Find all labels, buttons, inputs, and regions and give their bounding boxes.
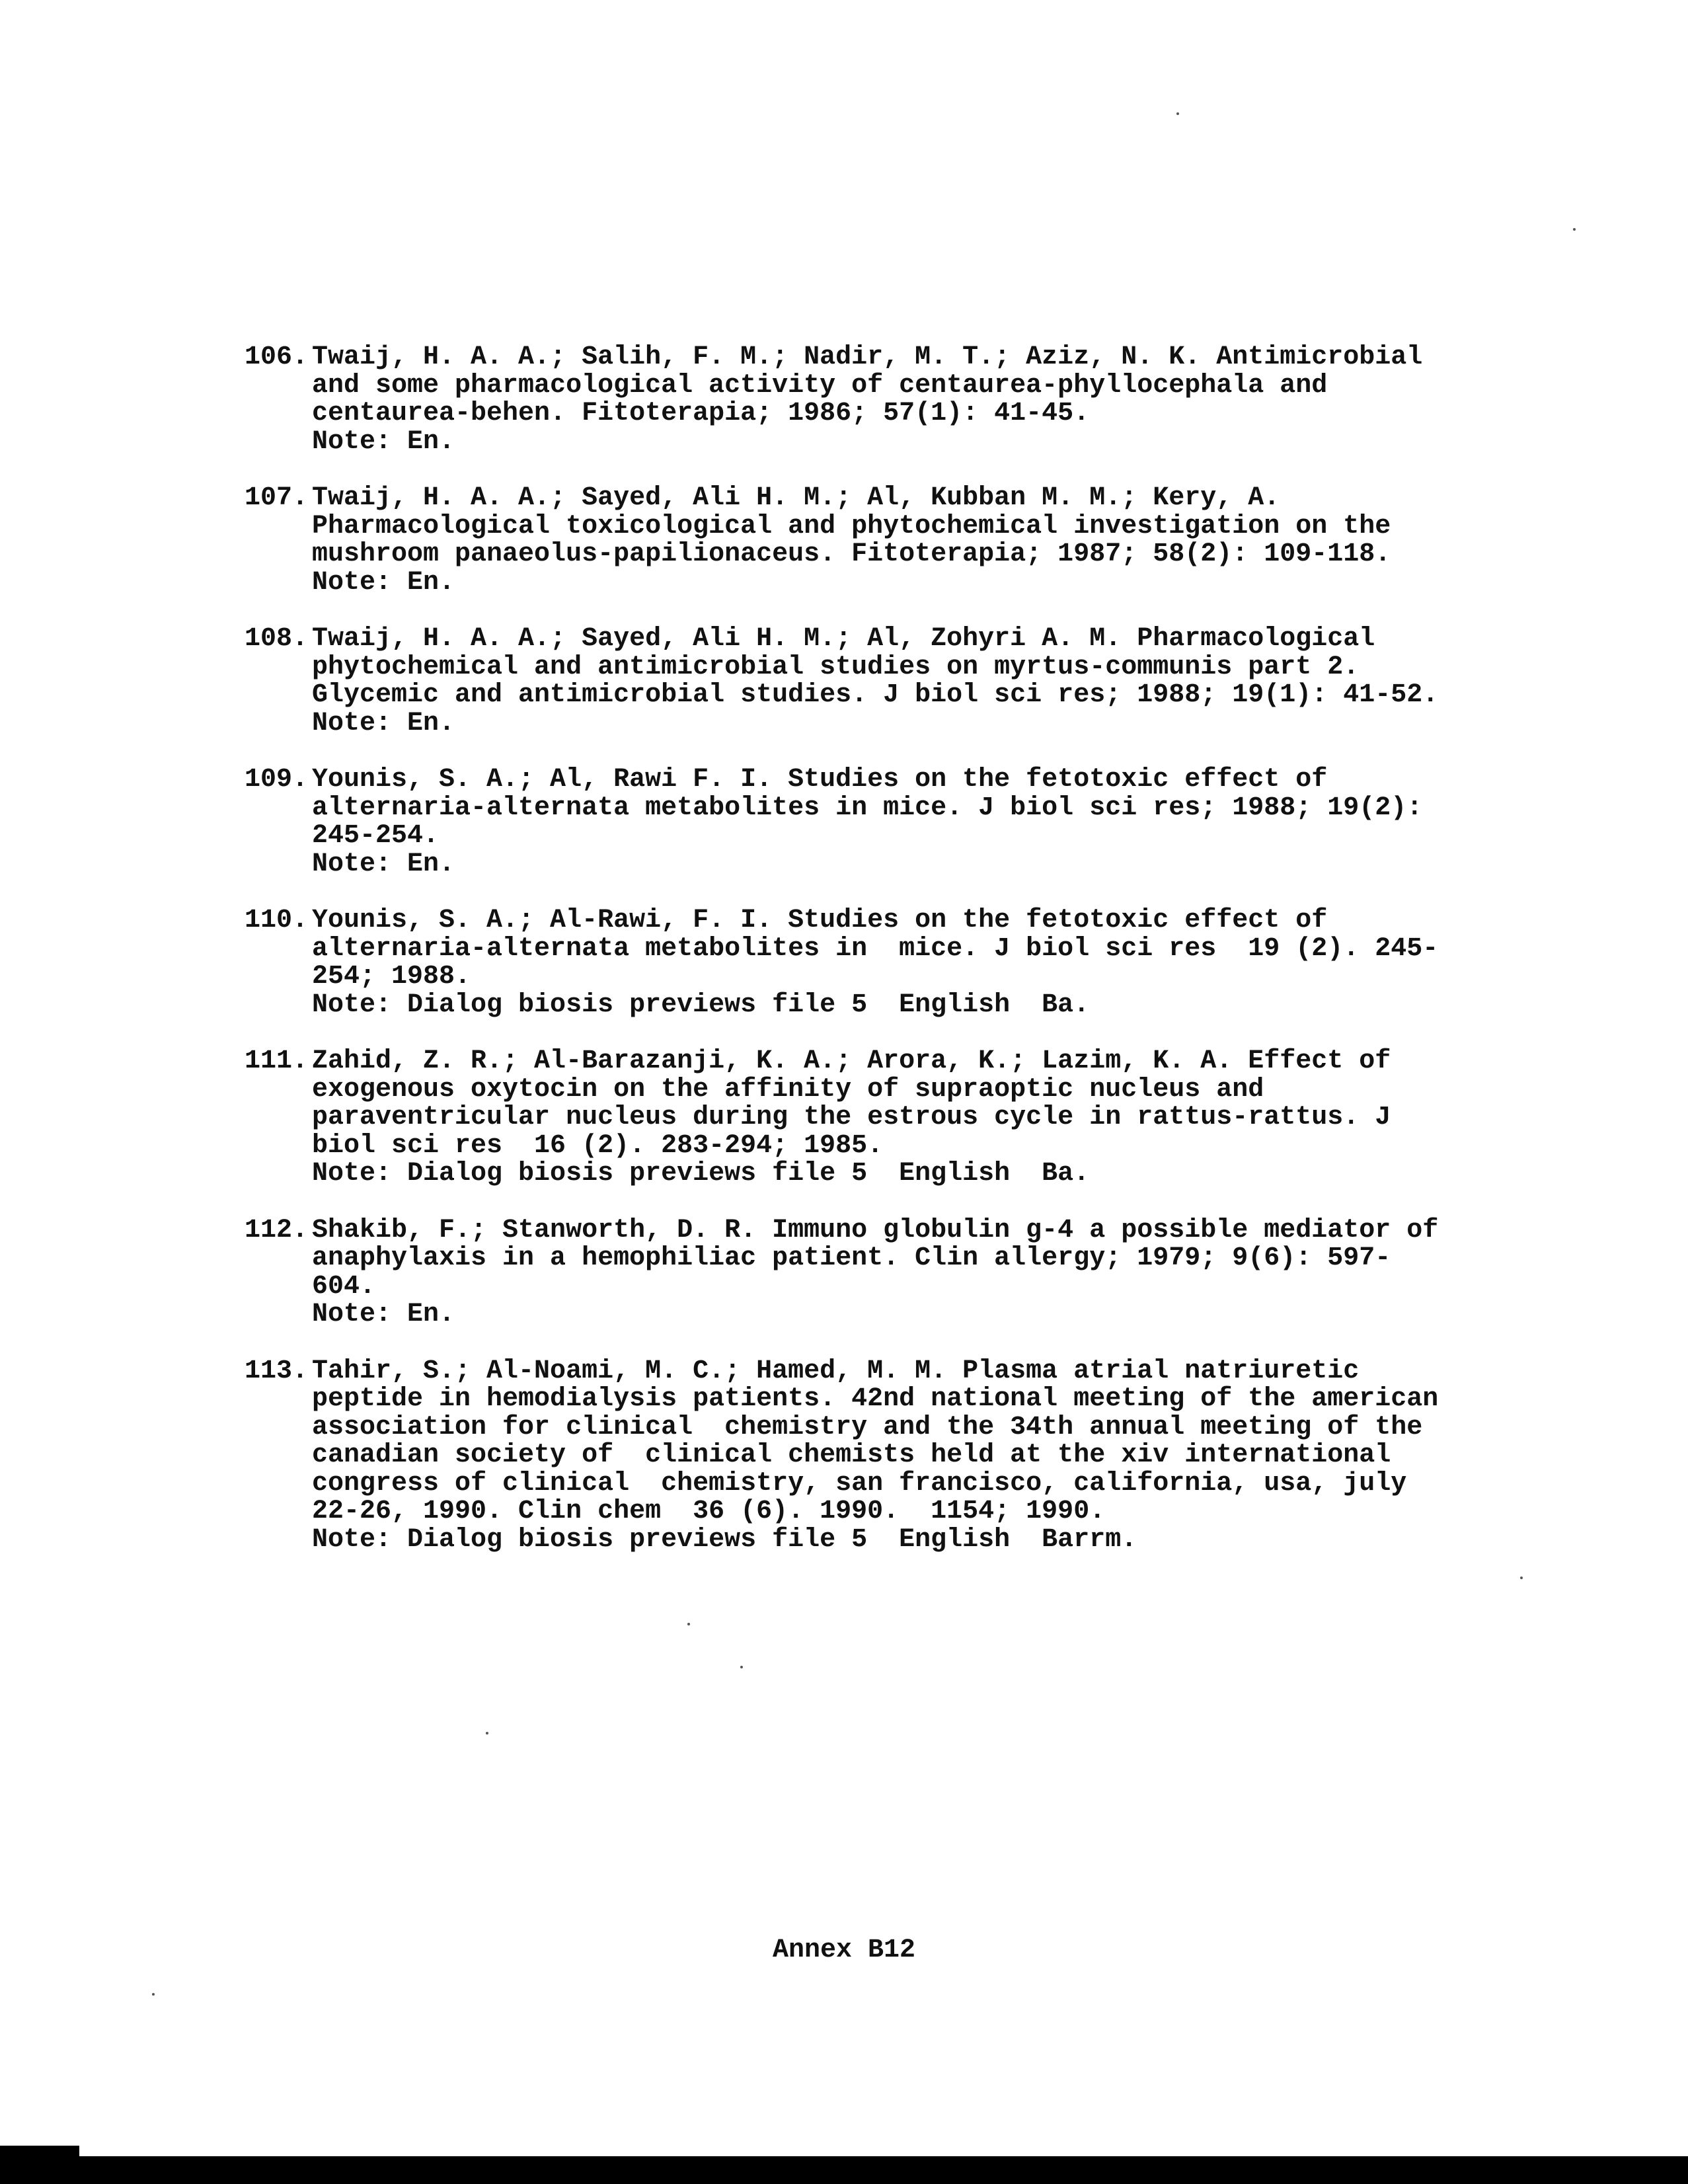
reference-item (245, 766, 1540, 878)
reference-note: Note: En. (312, 849, 455, 879)
scan-bottom-border (0, 2156, 1688, 2184)
reference-line: alternaria-alternata metabolites in mice. J biol sci res; 1988; 19(2): (312, 793, 1423, 823)
reference-line: Younis, S. A.; Al-Rawi, F. I. Studies on the fetotoxic effect of (312, 906, 1328, 935)
reference-line: Twaij, H. A. A.; Sayed, Ali H. M.; Al, Kubban M. M.; Kery, A. (312, 483, 1280, 513)
reference-number: 109. (245, 765, 309, 795)
reference-line: Twaij, H. A. A.; Salih, F. M.; Nadir, M. T.; Aziz, N. K. Antimicrobial (312, 342, 1423, 372)
reference-line: 245-254. (312, 821, 440, 851)
reference-line: Shakib, F.; Stanworth, D. R. Immuno globulin g-4 a possible mediator of (312, 1215, 1439, 1245)
reference-line: Tahir, S.; Al-Noami, M. C.; Hamed, M. M. Plasma atrial natriuretic (312, 1356, 1360, 1386)
reference-line: phytochemical and antimicrobial studies on myrtus-communis part 2. (312, 652, 1360, 682)
reference-item (245, 907, 1540, 1019)
reference-line: 604. (312, 1271, 376, 1302)
reference-item (245, 625, 1540, 738)
reference-item (245, 485, 1540, 597)
reference-list (245, 344, 1540, 1582)
reference-body (312, 766, 1540, 878)
reference-body (312, 907, 1540, 1019)
reference-line: mushroom panaeolus-papilionaceus. Fitoterapia; 1987; 58(2): 109-118. (312, 539, 1391, 569)
reference-number: 110. (245, 906, 309, 935)
reference-body (312, 625, 1540, 738)
reference-body (312, 1358, 1540, 1555)
reference-number: 106. (245, 342, 309, 372)
reference-line: biol sci res 16 (2). 283-294; 1985. (312, 1130, 884, 1161)
reference-body (312, 485, 1540, 597)
reference-note: Note: Dialog biosis previews file 5 English Barrm. (312, 1524, 1137, 1555)
scan-speck (486, 1732, 488, 1735)
reference-body (312, 1217, 1540, 1329)
reference-line: alternaria-alternata metabolites in mice. J biol sci res 19 (2). 245- (312, 933, 1439, 964)
reference-line: Glycemic and antimicrobial studies. J biol sci res; 1988; 19(1): 41-52. (312, 680, 1439, 710)
reference-line: canadian society of clinical chemists held at the xiv international (312, 1440, 1391, 1470)
scan-speck (1573, 228, 1576, 231)
reference-line: anaphylaxis in a hemophiliac patient. Clin allergy; 1979; 9(6): 597- (312, 1243, 1391, 1273)
reference-line: Zahid, Z. R.; Al-Barazanji, K. A.; Arora, K.; Lazim, K. A. Effect of (312, 1046, 1391, 1076)
reference-line: Twaij, H. A. A.; Sayed, Ali H. M.; Al, Zohyri A. M. Pharmacological (312, 624, 1375, 654)
reference-number: 107. (245, 483, 309, 513)
reference-note: Note: En. (312, 567, 455, 598)
reference-line: and some pharmacological activity of centaurea-phyllocephala and (312, 370, 1328, 401)
reference-item (245, 1217, 1540, 1329)
reference-note: Note: Dialog biosis previews file 5 English Ba. (312, 990, 1090, 1020)
reference-line: peptide in hemodialysis patients. 42nd national meeting of the american (312, 1384, 1439, 1414)
reference-line: centaurea-behen. Fitoterapia; 1986; 57(1): 41-45. (312, 399, 1090, 428)
reference-item (245, 344, 1540, 456)
reference-line: association for clinical chemistry and the 34th annual meeting of the (312, 1412, 1423, 1442)
reference-note: Note: Dialog biosis previews file 5 English Ba. (312, 1159, 1090, 1189)
reference-note: Note: En. (312, 708, 455, 738)
scan-speck (152, 1993, 155, 1996)
reference-line: 22-26, 1990. Clin chem 36 (6). 1990. 1154; 1990. (312, 1497, 1106, 1526)
reference-note: Note: En. (312, 1300, 455, 1329)
reference-line: paraventricular nucleus during the estrous cycle in rattus-rattus. J (312, 1103, 1391, 1132)
scan-speck (1176, 112, 1179, 115)
reference-line: Pharmacological toxicological and phytochemical investigation on the (312, 511, 1391, 541)
reference-line: Younis, S. A.; Al, Rawi F. I. Studies on the fetotoxic effect of (312, 765, 1328, 795)
reference-line: 254; 1988. (312, 962, 471, 992)
reference-number: 111. (245, 1046, 309, 1076)
reference-body (312, 1048, 1540, 1189)
reference-number: 113. (245, 1356, 309, 1386)
reference-line: exogenous oxytocin on the affinity of supraoptic nucleus and (312, 1074, 1264, 1105)
reference-item (245, 1048, 1540, 1189)
reference-line: congress of clinical chemistry, san francisco, california, usa, july (312, 1468, 1407, 1499)
scan-speck (740, 1666, 743, 1668)
page-footer-annex-label: Annex B12 (772, 1935, 916, 1965)
reference-item (245, 1358, 1540, 1555)
reference-body (312, 344, 1540, 456)
scan-speck (687, 1623, 690, 1625)
reference-number: 112. (245, 1215, 309, 1245)
reference-number: 108. (245, 624, 309, 654)
scan-speck (1520, 1577, 1523, 1579)
reference-note: Note: En. (312, 426, 455, 457)
